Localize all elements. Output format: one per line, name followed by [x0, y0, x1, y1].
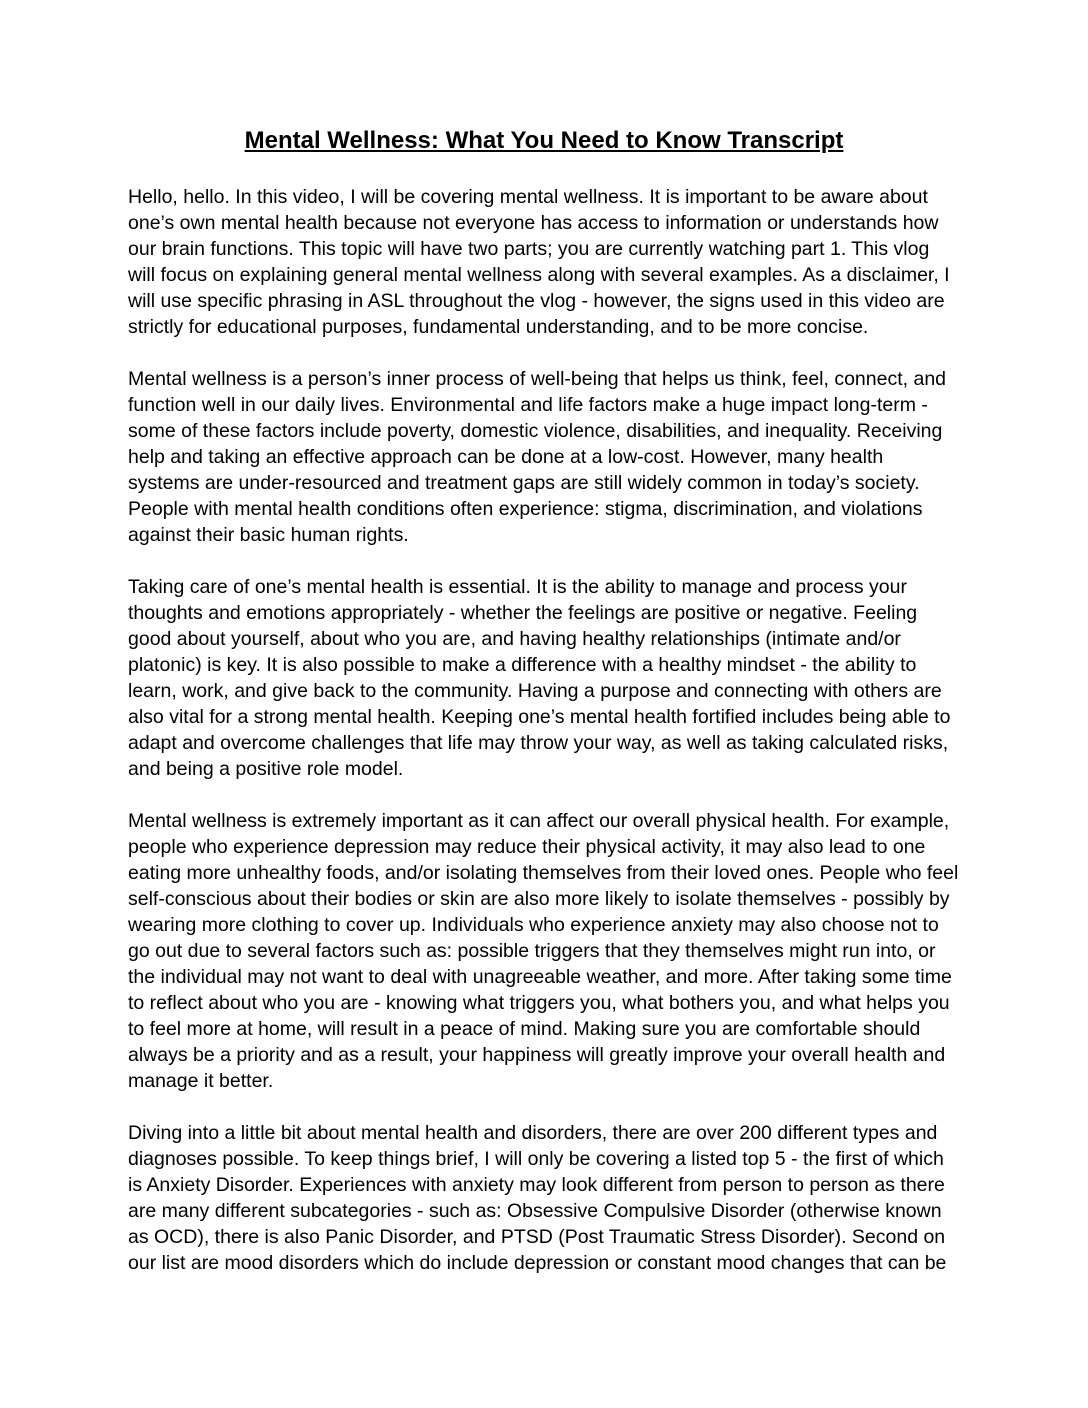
- document-title: Mental Wellness: What You Need to Know Transcript: [244, 127, 844, 154]
- paragraph-intro: Hello, hello. In this video, I will be covering mental wellness. It is important to be aware about one’s own mental health because not everyone has access to information or understands how our brain functions. This topic will have two parts; you are currently watching part 1. This vlog will focus on explaining general mental wellness along with several examples. As a disclaimer, I will use specific phrasing in ASL throughout the vlog - however, the signs used in this video are strictly for educational purposes, fundamental understanding, and to be more concise.: [128, 186, 950, 338]
- paragraph-disorders: Diving into a little bit about mental health and disorders, there are over 200 different types and diagnoses possible. To keep things brief, I will only be covering a listed top 5 - the first of which is Anxiety Disorder. Experiences with anxiety may look different from person to person as there are many different subcategories - such as: Obsessive Compulsive Disorder (otherwise known as OCD), there is also Panic Disorder, and PTSD (Post Traumatic Stress Disorder). Second on our list are mood disorders which do include depression or constant mood changes that can be: [128, 1122, 947, 1274]
- paragraph-self-care: Taking care of one’s mental health is essential. It is the ability to manage and process your thoughts and emotions appropriately - whether the feelings are positive or negative. Feeling good about yourself, about who you are, and having healthy relationships (intimate and/or platonic) is key. It is also possible to make a difference with a healthy mindset - the ability to learn, work, and give back to the community. Having a purpose and connecting with others are also vital for a strong mental health. Keeping one’s mental health fortified includes being able to adapt and overcome challenges that life may throw your way, as well as taking calculated risks, and being a positive role model.: [128, 576, 951, 780]
- paragraph-definition: Mental wellness is a person’s inner process of well-being that helps us think, feel, connect, and function well in our daily lives. Environmental and life factors make a huge impact long-term - some of these factors include poverty, domestic violence, disabilities, and inequality. Receiving help and taking an effective approach can be done at a low-cost. However, many health systems are under-resourced and treatment gaps are still widely common in today’s society. People with mental health conditions often experience: stigma, discrimination, and violations against their basic human rights.: [128, 368, 947, 546]
- paragraph-physical-health: Mental wellness is extremely important as it can affect our overall physical health. For example, people who experience depression may reduce their physical activity, it may also lead to one eating more unhealthy foods, and/or isolating themselves from their loved ones. People who feel self-conscious about their bodies or skin are also more likely to isolate themselves - possibly by wearing more clothing to cover up. Individuals who experience anxiety may also choose not to go out due to several factors such as: possible triggers that they themselves might run into, or the individual may not want to deal with unagreeable weather, and more. After taking some time to reflect about who you are - knowing what triggers you, what bothers you, and what helps you to feel more at home, will result in a peace of mind. Making sure you are comfortable should always be a priority and as a result, your happiness will greatly improve your overall health and manage it better.: [128, 810, 959, 1092]
